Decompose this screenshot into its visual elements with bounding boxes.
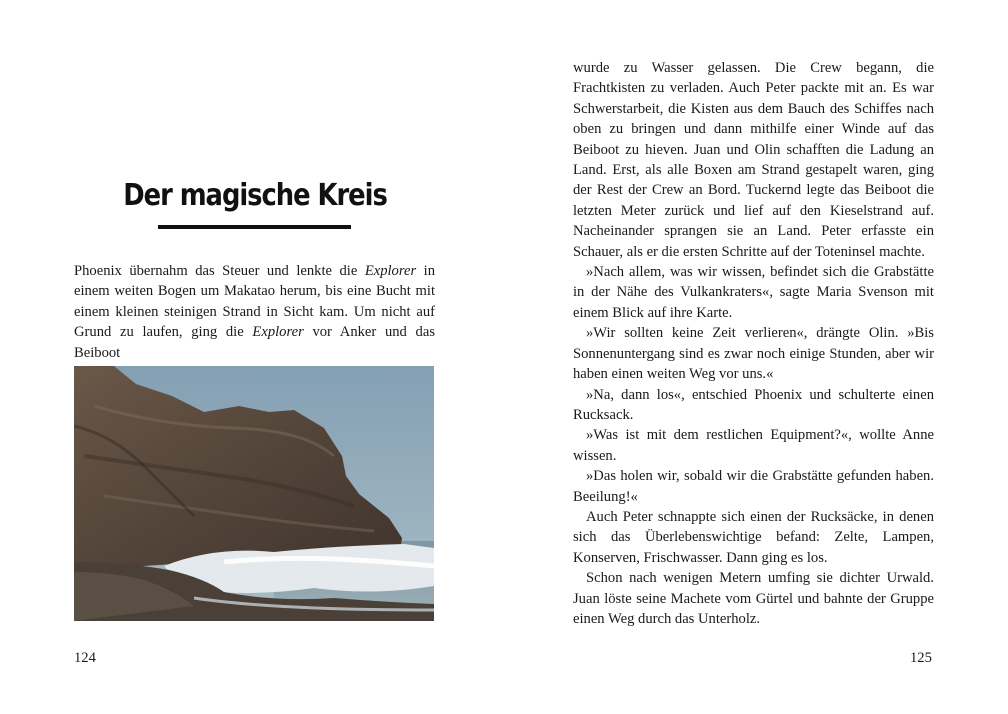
text-run: in einem weiten Bogen um Makatao herum, bis eine Bucht mit einem kleinen steinigen Strand in Sicht kam. Um nicht auf Grund zu laufen, ging die [74, 263, 436, 341]
paragraph: »Na, dann los«, entschied Phoenix und schulterte einen Rucksack. [573, 386, 934, 423]
ship-name-italic: Explorer [364, 263, 417, 279]
paragraph: »Was ist mit dem restlichen Equipment?«, wollte Anne wissen. [573, 427, 934, 464]
page-number-left: 124 [74, 650, 96, 666]
text-run: vor Anker und das Beiboot [74, 324, 435, 361]
ship-name-italic: Explorer [252, 324, 304, 341]
page-number-right: 125 [910, 650, 932, 666]
paragraph: Auch Peter schnappte sich einen der Rucksäcke, in denen sich das Überlebenswichtige befand: Zelte, Lampen, Konserven, Frischwasser. Dann ging es los. [573, 508, 934, 566]
chapter-title: Der magische Kreis [123, 178, 387, 213]
right-page-text [573, 58, 934, 629]
opening-paragraph [74, 261, 435, 363]
paragraph: »Das holen wir, sobald wir die Grabstätte gefunden haben. Beeilung!« [573, 468, 934, 505]
title-underline [158, 225, 351, 229]
paragraph: wurde zu Wasser gelassen. Die Crew begann, die Frachtkisten zu verladen. Auch Peter packte mit an. Es war Schwerstarbeit, die Kisten aus dem Bauch des Schiffes nach oben zu bringen und dann mithilfe einer Winde auf das Beiboot zu hieven. Juan und Olin schafften die Ladung an Land. Erst, als alle Boxen am Strand gestapelt waren, ging der Rest der Crew an Bord. Tuckernd legte das Beiboot die letzten Meter zurück und lief auf den Kieselstrand auf. Nacheinander sprangen sie an Land. Peter erfasste ein Schauer, als er die ersten Schritte auf der Toteninsel machte. [573, 60, 934, 260]
paragraph: »Nach allem, was wir wissen, befindet sich die Grabstätte in der Nähe des Vulkankraters«, sagte Maria Svenson mit einem Blick auf ihre Karte. [573, 264, 934, 321]
paragraph: Schon nach wenigen Metern umfing sie dichter Urwald. Juan löste seine Machete vom Gürtel und bahnte der Gruppe einen Weg durch das Unterholz. [573, 570, 934, 627]
coastal-cliff-photo [74, 366, 434, 621]
left-page-text [74, 261, 435, 363]
text-run: Phoenix übernahm das Steuer und lenkte die [74, 263, 365, 279]
paragraph: »Wir sollten keine Zeit verlieren«, drängte Olin. »Bis Sonnenuntergang sind es zwar noch einige Stunden, aber wir haben einen weiten Weg vor uns.« [573, 325, 934, 383]
